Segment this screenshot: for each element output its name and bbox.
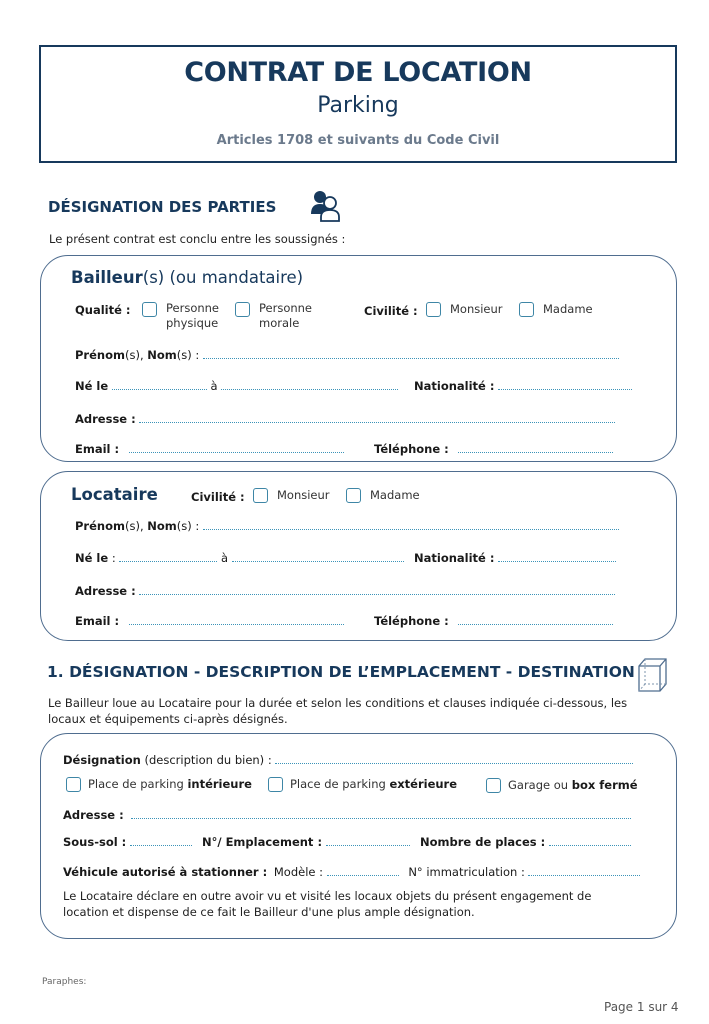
- checkbox-madame[interactable]: [519, 302, 534, 317]
- nom-field[interactable]: [203, 520, 619, 530]
- telephone-field[interactable]: [458, 443, 613, 453]
- locataire-adresse-row: [75, 584, 615, 598]
- adresse-field[interactable]: [139, 413, 615, 423]
- bailleur-email-row: [75, 442, 344, 456]
- adresse-field[interactable]: [131, 809, 631, 819]
- adresse-field[interactable]: [139, 585, 615, 595]
- sous-sol-row: [63, 835, 192, 849]
- locataire-card: [40, 471, 677, 641]
- emplacement-row: [202, 835, 410, 849]
- paraphes-label: Paraphes:: [42, 977, 87, 987]
- bailleur-telephone-row: [374, 442, 613, 456]
- declaration-line1: Le Locataire déclare en outre avoir vu et visité les locaux objets du présent engagement de: [63, 889, 592, 903]
- title-box: [39, 45, 677, 163]
- vehicule-label: Véhicule autorisé à stationner :: [63, 865, 268, 879]
- checkbox-garage-box[interactable]: [486, 778, 501, 793]
- checkbox-madame[interactable]: [346, 488, 361, 503]
- sous-sol-label: Sous-sol :: [63, 835, 127, 849]
- email-label: Email :: [75, 442, 120, 456]
- option-text: Place de parking: [290, 777, 390, 791]
- bailleur-nom-row: [75, 348, 619, 362]
- option-parking-exterieure: [290, 777, 457, 792]
- locataire-title-text: Locataire: [71, 485, 158, 504]
- designation-label-rest: (description du bien) :: [140, 753, 272, 767]
- section1-heading: 1. DÉSIGNATION - DESCRIPTION DE L’EMPLACEMENT - DESTINATION: [47, 663, 635, 681]
- vehicule-row: [63, 865, 640, 879]
- locataire-title: [71, 485, 158, 504]
- adresse-label: Adresse :: [75, 412, 136, 426]
- option-text: Garage ou: [508, 778, 572, 792]
- checkbox-parking-exterieure[interactable]: [268, 777, 283, 792]
- adresse-label: Adresse :: [63, 808, 124, 822]
- modele-label: Modèle :: [273, 865, 324, 879]
- option-parking-interieure: [88, 777, 252, 792]
- option-garage-box: [508, 778, 638, 793]
- birth-place-field[interactable]: [232, 552, 404, 562]
- bailleur-naissance-row: [75, 379, 398, 393]
- birth-date-field[interactable]: [112, 380, 207, 390]
- emplacement-adresse-row: [63, 808, 631, 822]
- nom-field[interactable]: [203, 349, 619, 359]
- civilite-label: [364, 304, 418, 318]
- document-subtitle: Parking: [317, 93, 399, 118]
- users-icon: [308, 188, 344, 224]
- checkbox-monsieur[interactable]: [253, 488, 268, 503]
- emplacement-label: N°/ Emplacement :: [202, 835, 323, 849]
- document-title: CONTRAT DE LOCATION: [184, 57, 532, 88]
- a-label: à: [210, 379, 218, 393]
- places-row: [420, 835, 631, 849]
- prenom-suffix: (s),: [124, 519, 148, 533]
- option-madame: Madame: [370, 488, 420, 502]
- prenom-suffix: (s),: [124, 348, 148, 362]
- bailleur-title: [71, 268, 303, 287]
- civilite-label-text: Civilité :: [191, 490, 245, 504]
- designation-label: Désignation: [63, 753, 141, 767]
- parties-intro: Le présent contrat est conclu entre les soussignés :: [49, 232, 346, 246]
- locataire-email-row: [75, 614, 344, 628]
- prenom-label: Prénom: [75, 519, 125, 533]
- option-line: Personne: [166, 301, 220, 315]
- prenom-label: Prénom: [75, 348, 125, 362]
- locataire-nom-row: [75, 519, 619, 533]
- immat-field[interactable]: [528, 866, 640, 876]
- locataire-civilite-label: [191, 490, 245, 504]
- email-field[interactable]: [129, 443, 344, 453]
- checkbox-parking-interieure[interactable]: [66, 777, 81, 792]
- nom-label: Nom: [147, 348, 177, 362]
- locataire-naissance-row: [75, 551, 404, 565]
- a-label: à: [221, 551, 229, 565]
- designation-field[interactable]: [275, 754, 633, 764]
- qualite-label-text: Qualité :: [75, 303, 131, 317]
- emplacement-field[interactable]: [326, 836, 410, 846]
- immat-label: N° immatriculation :: [408, 865, 525, 879]
- option-personne-morale: [259, 301, 312, 331]
- option-line: morale: [259, 316, 300, 330]
- option-personne-physique: [166, 301, 219, 331]
- nationalite-field[interactable]: [498, 380, 632, 390]
- emplacement-card: [40, 733, 677, 939]
- option-monsieur: Monsieur: [450, 302, 503, 316]
- birth-date-field[interactable]: [119, 552, 217, 562]
- checkbox-personne-physique[interactable]: [142, 302, 157, 317]
- nom-suffix: (s) :: [176, 348, 200, 362]
- locataire-telephone-row: [374, 614, 613, 628]
- nationalite-field[interactable]: [498, 552, 616, 562]
- places-label: Nombre de places :: [420, 835, 546, 849]
- telephone-label: Téléphone :: [374, 614, 449, 628]
- designation-row: [63, 753, 633, 767]
- option-text: Place de parking: [88, 777, 188, 791]
- email-field[interactable]: [129, 615, 344, 625]
- adresse-label: Adresse :: [75, 584, 136, 598]
- checkbox-personne-morale[interactable]: [235, 302, 250, 317]
- box-icon: [635, 656, 669, 694]
- places-field[interactable]: [549, 836, 631, 846]
- nationalite-label: Nationalité :: [414, 551, 495, 565]
- declaration-line2: location et dispense de ce fait le Bailleur d'une plus ample désignation.: [63, 905, 475, 919]
- qualite-label: [75, 303, 131, 317]
- legal-reference: Articles 1708 et suivants du Code Civil: [216, 133, 500, 148]
- page-number: Page 1 sur 4: [604, 1000, 679, 1014]
- telephone-label: Téléphone :: [374, 442, 449, 456]
- parties-heading: DÉSIGNATION DES PARTIES: [48, 198, 277, 216]
- ne-le-label: Né le: [75, 551, 109, 565]
- ne-le-colon: :: [108, 551, 116, 565]
- telephone-field[interactable]: [458, 615, 613, 625]
- option-bold: box fermé: [571, 778, 638, 792]
- option-bold: intérieure: [187, 777, 252, 791]
- bailleur-title-rest: (s) (ou mandataire): [142, 268, 304, 287]
- birth-place-field[interactable]: [221, 380, 398, 390]
- ne-le-label: Né le: [75, 379, 109, 393]
- option-bold: extérieure: [389, 777, 458, 791]
- option-line: Personne: [259, 301, 313, 315]
- email-label: Email :: [75, 614, 120, 628]
- locataire-nationalite-row: [414, 551, 616, 565]
- sous-sol-field[interactable]: [130, 836, 192, 846]
- civilite-label-text: Civilité :: [364, 304, 418, 318]
- option-monsieur: Monsieur: [277, 488, 330, 502]
- nationalite-label: Nationalité :: [414, 379, 495, 393]
- bailleur-card: [40, 255, 677, 462]
- bailleur-adresse-row: [75, 412, 615, 426]
- nom-label: Nom: [147, 519, 177, 533]
- section1-intro-line2: locaux et équipements ci-après désignés.: [48, 712, 288, 726]
- nom-suffix: (s) :: [176, 519, 200, 533]
- section1-intro-line1: Le Bailleur loue au Locataire pour la durée et selon les conditions et clauses indiquée ci-dessous, les: [48, 696, 628, 710]
- bailleur-title-bold: Bailleur: [71, 268, 143, 287]
- checkbox-monsieur[interactable]: [426, 302, 441, 317]
- modele-field[interactable]: [327, 866, 399, 876]
- bailleur-nationalite-row: [414, 379, 632, 393]
- option-line: physique: [166, 316, 219, 330]
- option-madame: Madame: [543, 302, 593, 316]
